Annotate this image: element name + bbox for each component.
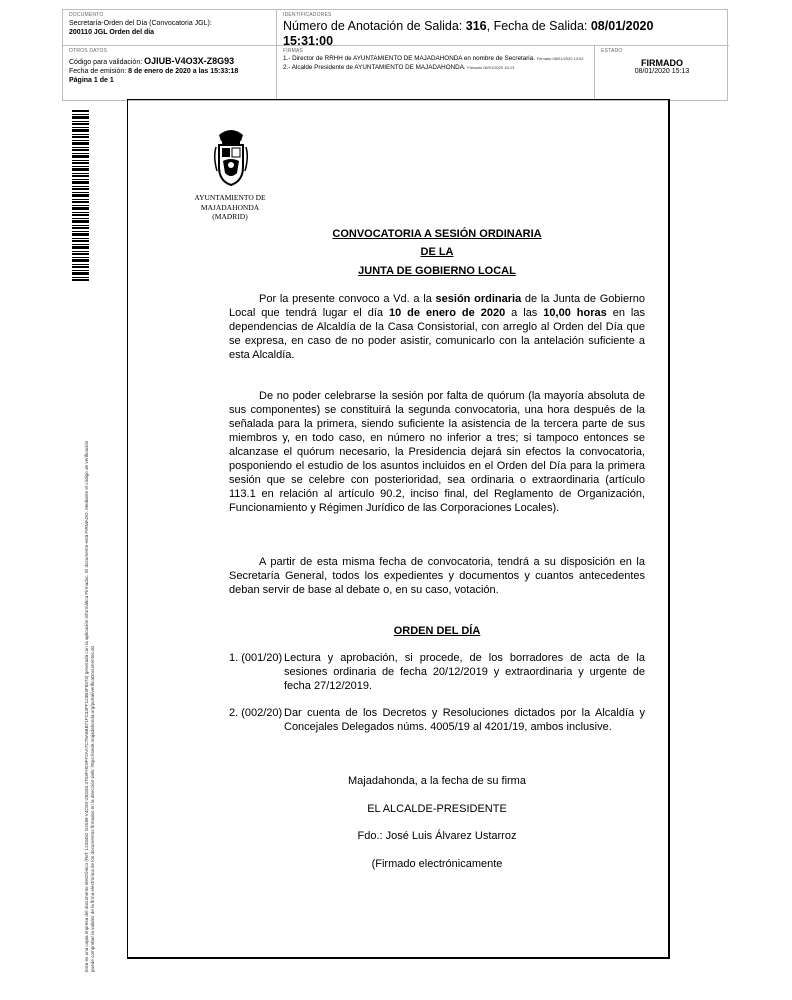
barcode <box>72 109 89 281</box>
anotacion-line <box>283 19 723 34</box>
firma-2-text: 2.- Alcalde Presidente de AYUNTAMIENTO DE MAJADAHONDA. <box>283 64 466 71</box>
codigo-value: OJIUB-V4O3X-Z8G93 <box>144 56 235 66</box>
closing-role: EL ALCALDE-PRESIDENTE <box>367 803 507 815</box>
letterhead <box>190 193 270 222</box>
agenda-item-1 <box>229 651 645 693</box>
firmas-label: FIRMAS <box>283 48 304 54</box>
closing-electronic: (Firmado electrónicamente <box>371 858 503 870</box>
letterhead-line1: AYUNTAMIENTO DE <box>194 193 266 202</box>
codigo-label: Código para validación: <box>69 59 145 66</box>
closing-place: Majadahonda, a la fecha de su firma <box>348 775 526 787</box>
estado-value: FIRMADO <box>641 58 683 68</box>
estado-label: ESTADO <box>601 48 623 54</box>
para1-t2: de la Junta de Gobierno Local que tendrá lugar el día <box>229 293 645 319</box>
agenda-item-2 <box>229 706 645 734</box>
otros-datos-cell <box>63 46 277 101</box>
firma-1 <box>283 55 588 62</box>
title-line2: DE LA <box>420 246 454 258</box>
letterhead-line3: (MADRID) <box>212 212 248 221</box>
para1-b1: sesión ordinaria <box>435 293 522 305</box>
para1-t4: en las dependencias de Alcaldía de la Casa Consistorial, con arreglo al Orden del Día que se expresa, en caso de no poder asistir, comunicarlo con la antelación suficiente a esta Alcaldía. <box>229 307 645 361</box>
signature-header-table <box>62 9 728 101</box>
firma-2 <box>283 64 588 71</box>
paragraph-convocatoria <box>229 292 645 362</box>
verification-side-text <box>84 272 96 972</box>
documento-label: DOCUMENTO <box>69 12 104 18</box>
agenda-item-1-number: 1. (001/20) <box>229 652 283 664</box>
firmas-cell <box>277 46 595 101</box>
paragraph-expedientes: A partir de esta misma fecha de convocatoria, tendrá a su disposición en la Secretaría General, todos los expedientes y documentos y cuantos antecedentes deban servir de base al debate o, en su caso, votación. <box>229 556 645 596</box>
emision-value: 8 de enero de 2020 a las 15:33:18 <box>128 68 239 75</box>
firma-2-date: Firmado 08/01/2020 15:13 <box>467 65 515 70</box>
agenda-item-2-number: 2. (002/20) <box>229 707 283 719</box>
title-line1: CONVOCATORIA A SESIÓN ORDINARIA <box>332 228 542 240</box>
agenda-item-2-text: Dar cuenta de los Decretos y Resoluciones dictados por la Alcaldía y Concejales Delegados núms. 4005/19 al 4201/19, ambos inclusive. <box>284 707 645 733</box>
closing-signed: Fdo.: José Luis Álvarez Ustarroz <box>357 830 517 842</box>
para1-b2: 10 de enero de 2020 <box>388 307 506 319</box>
anotacion-number: 316 <box>465 19 487 33</box>
emision-line <box>69 67 270 76</box>
identificadores-label: IDENTIFICADORES <box>283 12 332 18</box>
estado-date: 08/01/2020 15:13 <box>634 68 690 75</box>
orden-del-dia-title: ORDEN DEL DÍA <box>393 625 481 637</box>
side-text-line1: Esta es una copia impresa del documento electrónico (Ref: 1243452 OJIUB-V4O3X-Z8G93 4703FHC9FF2AA7C75A6BB71FC34FF123B4F8373) generada con la aplicación informática Firmadoc. El documento está FIRMADO. Mediante el código de verificación <box>84 440 89 972</box>
documento-line1: Secretaría-Orden del Día (Convocatoria JGL): <box>69 20 212 27</box>
paragraph-quorum: De no poder celebrarse la sesión por falta de quórum (la mayoría absoluta de sus componentes) se constituirá la segunda convocatoria, una hora después de la señalada para la primera, siendo suficiente la asistencia de la tercera parte de sus miembros y, en todo caso, en número no inferior a tres; si tampoco entonces se alcanzase el quórum necesario, la Presidencia dejará sin efectos la convocatoria, posponiendo el estudio de los asuntos incluidos en el Orden del Día para la primera sesión que se celebre con posterioridad, sea ordinaria o extraordinaria (artículo 113.1 en relación al artículo 90.2, inciso final, del Reglamento de Organización, Funcionamiento y Régimen Jurídico de las Corporaciones Locales). <box>229 390 645 514</box>
emision-label: Fecha de emisión: <box>69 68 129 75</box>
firma-1-text: 1.- Director de RRHH de AYUNTAMIENTO DE MAJADAHONDA en nombre de Secretaria. <box>283 55 535 62</box>
coat-of-arms-icon <box>213 127 249 191</box>
anotacion-prefix: Número de Anotación de Salida: <box>283 19 466 33</box>
documento-cell <box>63 10 277 46</box>
otros-datos-label: OTROS DATOS <box>69 48 108 54</box>
agenda-item-1-text: Lectura y aprobación, si procede, de los borradores de acta de la sesiones ordinaria de fecha 20/12/2019 y extraordinaria y urgente de fecha 27/12/2019. <box>284 652 645 692</box>
pagina-info: Página 1 de 1 <box>69 77 114 84</box>
documento-line2: 200110 JGL Orden del día <box>69 29 155 36</box>
title-line3: JUNTA DE GOBIERNO LOCAL <box>358 265 516 277</box>
letterhead-line2: MAJADAHONDA <box>200 202 260 212</box>
anotacion-date: 08/01/2020 <box>590 19 654 33</box>
para1-t1: Por la presente convoco a Vd. a la <box>259 293 436 305</box>
anotacion-mid: , Fecha de Salida: <box>486 19 591 33</box>
estado-cell <box>595 46 729 101</box>
para1-t3: a las <box>505 307 544 319</box>
anotacion-time: 15:31:00 <box>283 34 334 46</box>
firma-1-date: Firmado 08/01/2020 13:52 <box>536 56 584 61</box>
side-text-line2: puede comprobar la validez de la firma electrónica de los documentos firmados en la dirección web: https://sede.majadahonda.org/portal/verificaDocumentos.do <box>90 645 95 972</box>
identificadores-cell <box>277 10 729 46</box>
para1-b3: 10,00 horas <box>543 307 607 319</box>
codigo-line <box>69 57 270 67</box>
